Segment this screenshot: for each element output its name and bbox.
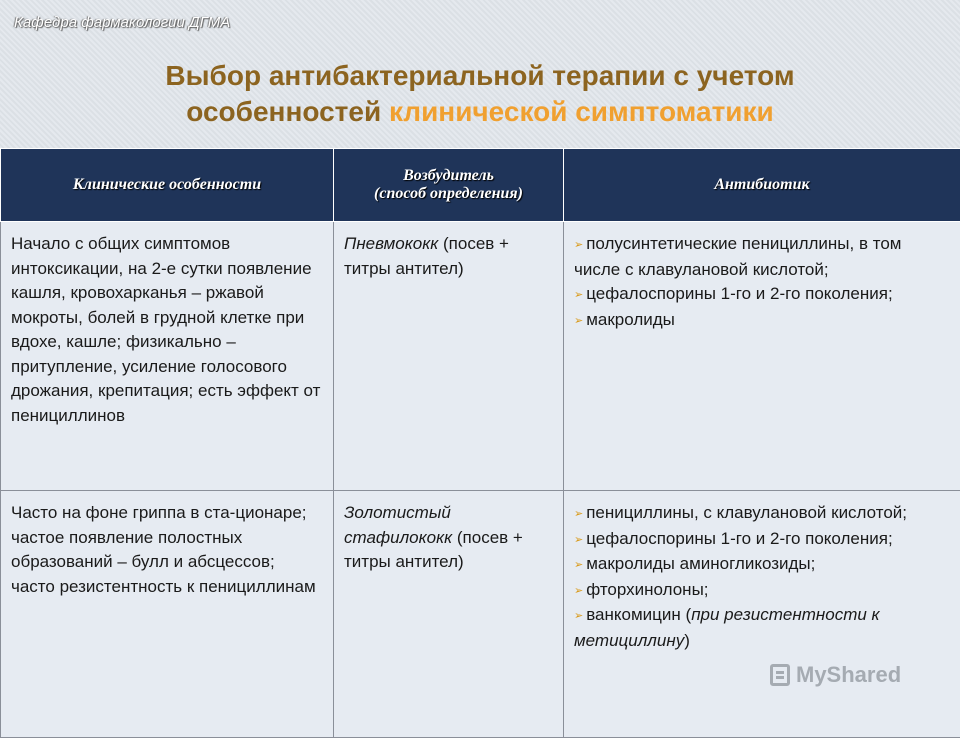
antibiotic-item: ➢ пенициллины, с клавулановой кислотой;: [574, 501, 950, 527]
watermark: MyShared: [770, 662, 901, 688]
title-line-1: Выбор антибактериальной терапии с учетом: [0, 58, 960, 94]
therapy-table: [0, 148, 960, 738]
antibiotic-item: ➢ макролиды аминогликозиды;: [574, 552, 950, 578]
arrow-bullet-icon: ➢: [574, 559, 583, 571]
arrow-bullet-icon: ➢: [574, 315, 583, 327]
clinical-cell: Начало с общих симптомов интоксикации, на 2-е сутки появление кашля, кровохарканья – ржавой мокроты, болей в грудной клетке при вдохе, кашле; физикально – притупление, усиление голосового дрожания, крепитация; есть эффект от пенициллинов: [1, 222, 334, 491]
table-row: [1, 222, 960, 491]
title-plain: особенностей: [186, 96, 389, 127]
watermark-logo-icon: [770, 664, 790, 686]
antibiotic-note: при резистентности к метициллину: [574, 605, 880, 650]
pathogen-name: Золотистый стафилококк: [344, 503, 452, 547]
antibiotic-item: ➢ ванкомицин (при резистентности к метициллину): [574, 603, 950, 653]
antibiotic-cell: [564, 222, 960, 491]
antibiotic-item: ➢ цефалоспорины 1-го и 2-го поколения;: [574, 527, 950, 553]
arrow-bullet-icon: ➢: [574, 508, 583, 520]
clinical-cell: Часто на фоне гриппа в ста-ционаре; частое появление полостных образований – булл и абсцессов; часто резистентность к пенициллинам: [1, 491, 334, 738]
antibiotic-item: ➢ макролиды: [574, 308, 950, 334]
title-line-2: [0, 94, 960, 130]
header-antibiotic: Антибиотик: [564, 149, 960, 222]
antibiotic-item: ➢ цефалоспорины 1-го и 2-го поколения;: [574, 282, 950, 308]
arrow-bullet-icon: ➢: [574, 610, 583, 622]
antibiotic-item: ➢ фторхинолоны;: [574, 578, 950, 604]
arrow-bullet-icon: ➢: [574, 239, 583, 251]
pathogen-cell: [334, 491, 564, 738]
antibiotic-item: ➢ полусинтетические пенициллины, в том числе с клавулановой кислотой;: [574, 232, 950, 282]
arrow-bullet-icon: ➢: [574, 585, 583, 597]
department-label: Кафедра фармакологии ДГМА: [14, 14, 230, 31]
header-pathogen: Возбудитель (способ определения): [334, 149, 564, 222]
header-clinical: Клинические особенности: [1, 149, 334, 222]
pathogen-cell: [334, 222, 564, 491]
table-header-row: [1, 149, 960, 222]
antibiotic-cell: [564, 491, 960, 738]
arrow-bullet-icon: ➢: [574, 289, 583, 301]
pathogen-method: (посев + титры антител): [344, 528, 523, 572]
pathogen-name: Пневмококк: [344, 234, 438, 253]
pathogen-method: (посев + титры антител): [344, 234, 509, 278]
arrow-bullet-icon: ➢: [574, 534, 583, 546]
title-highlight: клинической симптоматики: [389, 96, 774, 127]
page-title: [0, 58, 960, 130]
table-row: [1, 491, 960, 738]
